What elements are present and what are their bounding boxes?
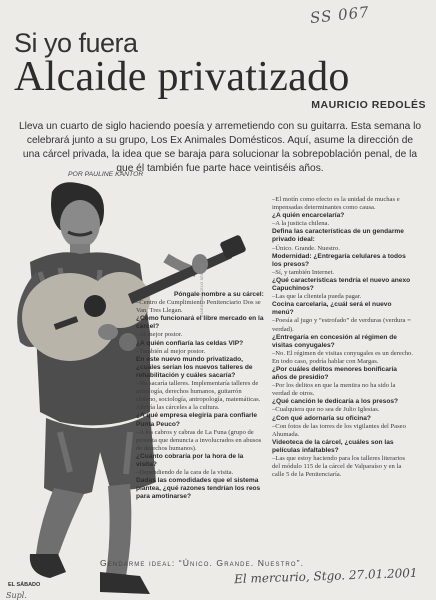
answer: –Las que estoy haciendo para los talleres literarios del módulo 115 de la cárcel de Valparaíso y en la calle 5 de la Penitenciaría. xyxy=(272,455,406,479)
question: Póngale nombre a su cárcel: xyxy=(174,291,264,298)
answer: –Único. Grande. Nuestro. xyxy=(272,244,340,252)
answer: –Al mejor postor. xyxy=(136,331,183,339)
handwritten-supplement-note: Supl. xyxy=(6,591,27,600)
answer: –A los cabros y cabras de La Funa (grupo de protesta que denuncia a involucrados en abusos de derechos humanos). xyxy=(136,428,262,452)
question: ¿Por cuáles delitos menores bonificaría años de presidio? xyxy=(272,365,397,382)
question: Modernidad: ¿Entregaría celulares a todos los presos? xyxy=(272,252,406,268)
question: ¿Cuánto cobraría por la hora de la visita? xyxy=(136,452,244,468)
title-line-2: Alcaide privatizado xyxy=(14,54,350,100)
answer: –Cualquiera que no sea de Julio Iglesias. xyxy=(272,406,380,414)
answer: –Por los delitos en que la mentira no ha sido la verdad de otros. xyxy=(272,382,396,398)
question: ¿A qué empresa elegiría para confiarle Punta Peuco? xyxy=(136,412,258,428)
question: ¿Entregaría en concesión al régimen de visitas conyugales? xyxy=(272,333,397,349)
answer: –No sacaría talleres. Implementaría talleres de astrología, derechos humanos, guitarrón chileno, sociología, antropología, matemáticas. Abriría las cárceles a la cultura. xyxy=(136,380,261,412)
byline: POR PAULINE KANTOR xyxy=(68,171,144,178)
handwritten-archive-code: SS 067 xyxy=(309,2,371,28)
question: Defina las características de un gendarme privado ideal: xyxy=(272,228,404,244)
question: ¿A quién confiaría las celdas VIP? xyxy=(136,339,244,347)
answer: –A la justicia chilena. xyxy=(272,220,330,228)
interview-column-left xyxy=(136,291,264,501)
lead-paragraph xyxy=(18,120,422,176)
answer: –No. El régimen de visitas conyugales es un derecho. En todo caso, podría hablar con Margas. xyxy=(272,349,413,365)
answer: –Sí, y también Internet. xyxy=(272,268,335,276)
question: En este nuevo mundo privatizado, ¿cuáles serían los nuevos talleres de rehabilitación y cuáles sacaría? xyxy=(136,355,253,379)
lead-line: celebrará junto a su grupo, Los Ex Animales Domésticos. Aquí, asume la dirección de xyxy=(26,135,414,146)
question: Cocina carcelaria, ¿cuál será el nuevo menú? xyxy=(272,301,392,317)
author-name: MAURICIO REDOLÉS xyxy=(311,99,426,111)
lead-line: que él también fue parte hace veintiséis años. xyxy=(116,163,324,174)
question: ¿Qué características tendría el nuevo anexo Capuchinos? xyxy=(272,276,411,293)
question: ¿A quién encarcelaría? xyxy=(272,212,345,220)
lead-line: una cárcel privada, la idea que se baraja para solucionar la sobrepoblación penal, de la xyxy=(22,149,418,160)
answer: –Las que la clientela pueda pagar. xyxy=(272,293,362,301)
answer: –También al mejor postor. xyxy=(136,347,206,355)
answer: –Con fotos de las torres de los vigilantes del Paseo Ahumada. xyxy=(272,422,406,438)
pull-quote: Gendarme ideal: “Único. Grande. Nuestro”. xyxy=(100,558,305,568)
handwritten-source-note: El mercurio, Stgo. 27.01.2001 xyxy=(233,565,418,587)
lead-line: Lleva un cuarto de siglo haciendo poesía y arremetiendo con su guitarra. Esta semana lo xyxy=(18,121,422,132)
answer: –Poesía al jugo y “estrofado” de verduras (verdura = verdad). xyxy=(272,317,411,333)
answer: –Dependiendo de la cara de la visita. xyxy=(136,469,234,477)
photo-caption: DIARIO MARCELO SEGURA xyxy=(200,263,204,317)
interview-column-right xyxy=(272,196,414,479)
answer: –Centro de Cumplimiento Penitenciario Dos se Van, Tres Llegan. xyxy=(136,299,261,315)
question: Dadas las comodidades que el sistema plantea, ¿qué razones tendrían los reos para amotinarse? xyxy=(136,477,261,501)
publication-logo: EL SÁBADO xyxy=(8,582,41,588)
question: Videoteca de la cárcel, ¿cuáles son las películas infaltables? xyxy=(272,438,394,454)
question: ¿Qué canción le dedicaría a los presos? xyxy=(272,398,399,406)
question: ¿Con qué adornaría su oficina? xyxy=(272,414,371,422)
title-line-1: Si yo fuera xyxy=(14,28,138,58)
question: ¿Cómo funcionará el libre mercado en la cárcel? xyxy=(136,315,264,331)
answer: –El motín como efecto es la unidad de muchas e impensadas determinantes como causa. xyxy=(272,196,400,212)
